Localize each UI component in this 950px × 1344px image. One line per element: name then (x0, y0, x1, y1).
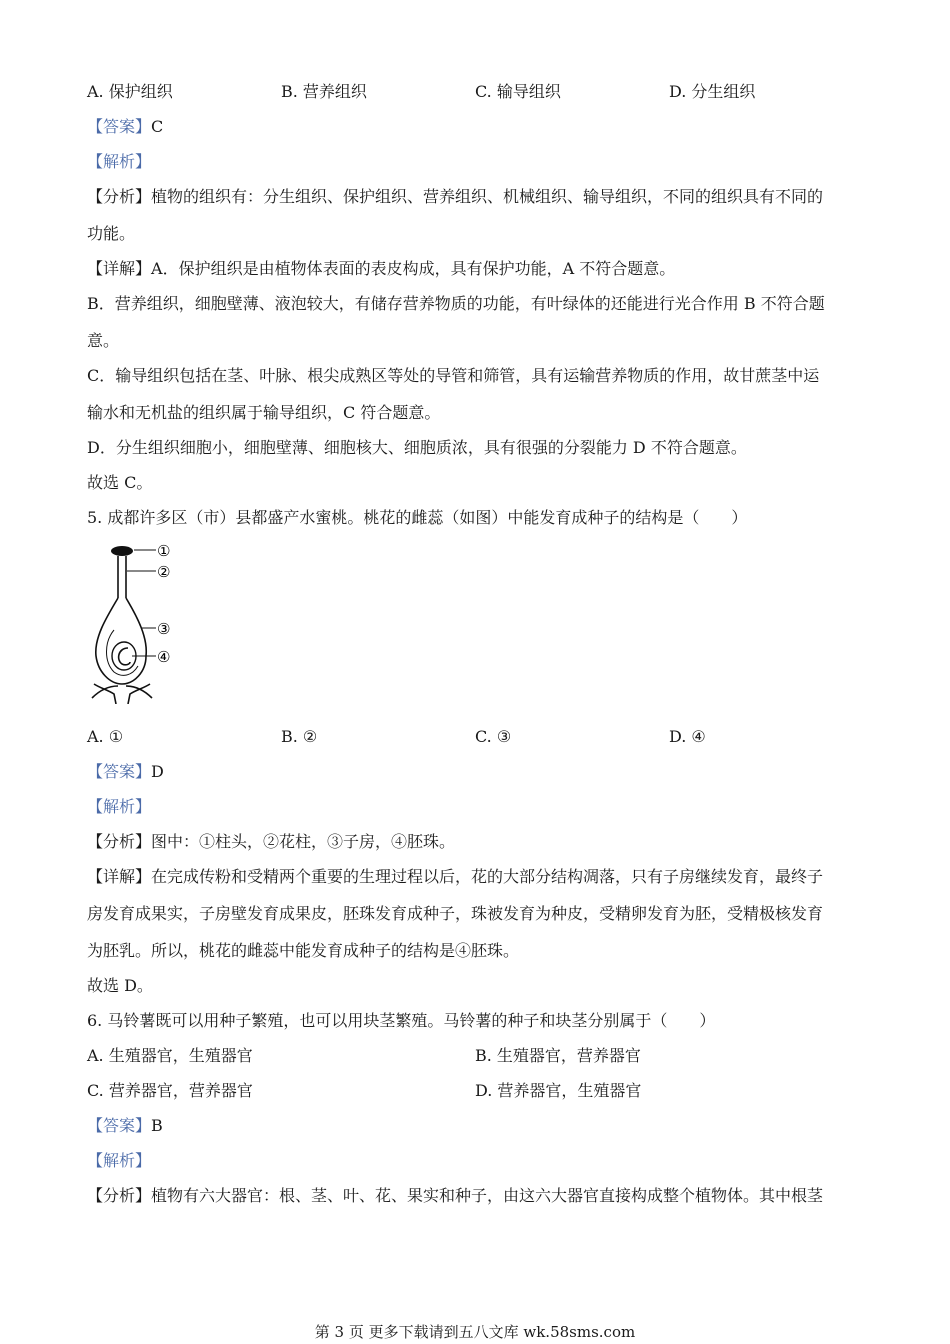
label-2: ② (157, 563, 171, 581)
q5-fenxi-text-1: 图中：①柱头，②花柱，③子房，④胚珠。 (151, 832, 456, 851)
analysis-tag: 【解析】 (87, 797, 152, 816)
page-footer: 第 3 页 更多下载请到五八文库 wk.58sms.com (314, 1323, 636, 1341)
q4-option-c: C. 输导组织 (475, 82, 561, 101)
q5-option-a: A. ① (87, 727, 124, 746)
pistil-diagram (88, 538, 188, 704)
ovary-shape (96, 598, 146, 684)
q6-option-d: D. 营养器官，生殖器官 (475, 1081, 642, 1100)
stigma-shape (111, 546, 133, 556)
pistil-svg (88, 538, 188, 704)
q6-fenxi-text-1: 植物有六大器官：根、茎、叶、花、果实和种子，由这六大器官直接构成整个植物体。其中根茎 (151, 1186, 824, 1205)
q5-xiangjie-line-2: 房发育成果实，子房壁发育成果皮，胚珠发育成种子，珠被发育为种皮，受精卵发育为胚，受精极核发育 (87, 904, 824, 923)
q5-xiangjie-line-1 (87, 867, 823, 887)
q5-option-b: B. ② (281, 727, 318, 746)
q6-fenxi-line-1 (87, 1186, 823, 1206)
answer-tag: 【答案】 (87, 762, 152, 781)
answer-tag: 【答案】 (87, 1116, 152, 1135)
xiangjie-tag: 【详解】 (87, 259, 152, 278)
label-3: ③ (157, 620, 171, 638)
q5-choose: 故选 D。 (87, 976, 153, 995)
q4-d-explanation: D．分生组织细胞小，细胞壁薄、细胞核大、细胞质浓，具有很强的分裂能力 D 不符合题意。 (87, 438, 747, 457)
fenxi-tag: 【分析】 (87, 187, 152, 206)
ovary-inner-shape (107, 630, 139, 675)
answer-tag: 【答案】 (87, 117, 152, 136)
receptacle-shape (94, 684, 150, 704)
q6-option-c: C. 营养器官，营养器官 (87, 1081, 253, 1100)
q4-xiangjie-line-1 (87, 259, 675, 279)
xiangjie-tag: 【详解】 (87, 867, 152, 886)
label-4: ④ (157, 648, 171, 666)
q5-option-d: D. ④ (669, 727, 706, 746)
q6-answer: B (151, 1116, 163, 1135)
q5-analysis-heading (87, 797, 151, 817)
q4-answer-line (87, 117, 163, 137)
analysis-tag: 【解析】 (87, 152, 152, 171)
q4-fenxi-text-1: 植物的组织有：分生组织、保护组织、营养组织、机械组织、输导组织，不同的组织具有不同的 (151, 187, 824, 206)
q6-answer-line (87, 1116, 163, 1136)
fenxi-tag: 【分析】 (87, 832, 152, 851)
q4-option-d: D. 分生组织 (669, 82, 756, 101)
q4-c-explanation-1: C．输导组织包括在茎、叶脉、根尖成熟区等处的导管和筛管，具有运输营养物质的作用，故甘蔗茎中运 (87, 366, 820, 385)
ovule-inner-shape (119, 648, 130, 665)
q6-stem: 6. 马铃薯既可以用种子繁殖，也可以用块茎繁殖。马铃薯的种子和块茎分别属于（ ） (87, 1011, 716, 1030)
q5-answer: D (151, 762, 164, 781)
q4-answer: C (151, 117, 164, 136)
q4-b-explanation-2: 意。 (87, 331, 120, 350)
q4-analysis-heading (87, 152, 151, 172)
q4-b-explanation-1: B．营养组织，细胞壁薄、液泡较大，有储存营养物质的功能，有叶绿体的还能进行光合作用 B 不符合题 (87, 294, 825, 313)
q5-stem: 5. 成都许多区（市）县都盛产水蜜桃。桃花的雌蕊（如图）中能发育成种子的结构是（ ） (87, 508, 748, 527)
q4-c-explanation-2: 输水和无机盐的组织属于输导组织，C 符合题意。 (87, 403, 441, 422)
q5-answer-line (87, 762, 164, 782)
analysis-tag: 【解析】 (87, 1151, 152, 1170)
q5-xiangjie-line-3: 为胚乳。所以，桃花的雌蕊中能发育成种子的结构是④胚珠。 (87, 941, 520, 960)
style-shape (118, 556, 126, 598)
q4-option-a: A. 保护组织 (87, 82, 173, 101)
fenxi-tag: 【分析】 (87, 1186, 152, 1205)
q5-xiangjie-text-1: 在完成传粉和受精两个重要的生理过程以后，花的大部分结构凋落，只有子房继续发育，最终子 (151, 867, 824, 886)
q4-fenxi-line-2: 功能。 (87, 224, 136, 243)
q4-option-b: B. 营养组织 (281, 82, 367, 101)
q6-analysis-heading (87, 1151, 151, 1171)
q6-option-b: B. 生殖器官，营养器官 (475, 1046, 641, 1065)
q5-option-c: C. ③ (475, 727, 512, 746)
q6-option-a: A. 生殖器官，生殖器官 (87, 1046, 253, 1065)
q5-fenxi-line-1 (87, 832, 455, 852)
label-1: ① (157, 542, 171, 560)
q4-fenxi-line-1 (87, 187, 823, 207)
q4-xiangjie-text-1: A．保护组织是由植物体表面的表皮构成，具有保护功能，A 不符合题意。 (151, 259, 676, 278)
q4-choose: 故选 C。 (87, 473, 153, 492)
